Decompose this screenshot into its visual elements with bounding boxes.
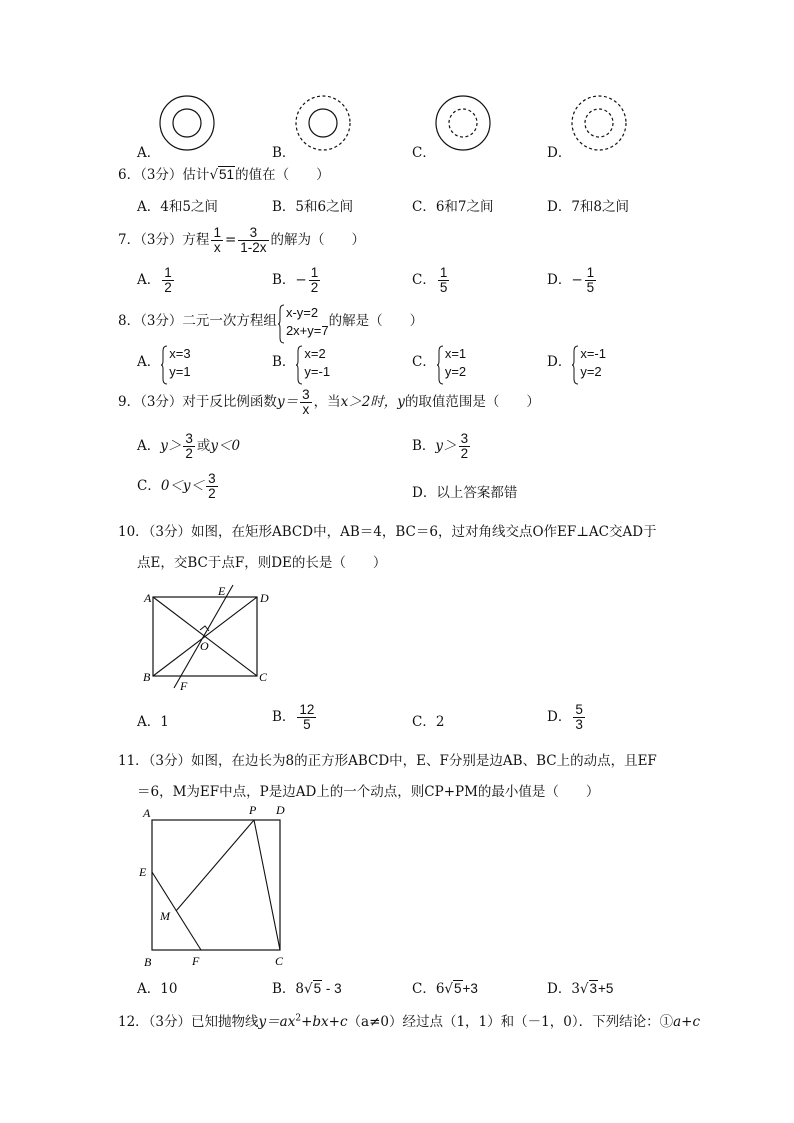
q10-option-a: A．1 [137, 714, 169, 730]
q12-stem: 12．（3分）已知抛物线$y=ax^2+bx+c(a\ne 0)$经过点（1，1）和（－1，0）．下列结论：①a+c [118, 1013, 700, 1030]
q5-option-d: D． [547, 145, 572, 161]
q7-option-d: D．− $\frac{1}{5}$ [547, 265, 595, 296]
q11-stem-line1: 11．（3分）如图，在边长为8的正方形ABCD中，E、F分别是边AB、BC上的动点，且EF [118, 753, 657, 769]
q11-label-e: E [139, 865, 147, 879]
q8-option-b: B． x=2 y=-1 [272, 345, 330, 380]
q11-label-a: A [143, 806, 151, 820]
q11-option-d: D．3√3+5 [547, 981, 614, 997]
q8-option-a: A． x=3 y=1 [137, 345, 191, 380]
q11-option-a: A．10 [137, 981, 178, 997]
q5-option-b: B． [272, 145, 296, 161]
q6-sqrt: √51 [209, 167, 235, 183]
q9-stem: 9．（3分）对于反比例函数y＝ $\frac{3}{x}$ ，当x＞2时，y的取值范围是（ ） [118, 387, 540, 418]
q5-figure-c [434, 95, 494, 155]
q7-stem [118, 226, 365, 255]
q11-option-b: B．8√5 - 3 [272, 981, 342, 997]
q10-label-e: E [218, 584, 226, 598]
q8-equation-system: x-y=2 2x+y=7 [277, 304, 329, 339]
q8-stem [118, 304, 423, 339]
q7-option-c: C． $\frac{1}{5}$ [412, 265, 448, 296]
q10-label-d: D [260, 591, 269, 605]
q10-label-c: C [259, 670, 268, 684]
q6-stem-post: 的值在（ ） [235, 167, 330, 183]
q8-stem-post: 的解是（ ） [328, 313, 424, 330]
q6-stem-pre: 6．（3分）估计 [118, 167, 210, 183]
q5-option-a: A． [137, 145, 161, 161]
q6-option-c: C．6和7之间 [412, 199, 494, 215]
q5-figure-d [569, 95, 629, 155]
q10-figure [136, 582, 276, 694]
q5-figure-b [294, 95, 354, 155]
q11-option-c: C．6√5+3 [412, 981, 478, 997]
q5-option-c: C． [412, 145, 436, 161]
q11-figure [136, 800, 296, 970]
q10-option-c: C．2 [412, 714, 445, 730]
q8-stem-pre: 8．（3分）二元一次方程组 [118, 313, 277, 330]
q11-label-p: P [249, 803, 257, 817]
q10-stem-line1: 10．（3分）如图，在矩形ABCD中，AB＝4，BC＝6，过对角线交点O作EF⊥AC交AD于 [118, 524, 657, 540]
q8-option-d: D． x=-1 y=2 [547, 345, 606, 380]
q11-label-d: D [276, 803, 285, 817]
q7-option-a: A． $\frac{1}{2}$ [137, 265, 172, 296]
q10-option-d: D． $\frac{5}{3}$ [547, 702, 583, 733]
q7-fraction-1: $\frac{1}{x}$ [213, 225, 221, 256]
q7-stem-pre: 7．（3分）方程 [118, 232, 210, 249]
q10-label-a: A [144, 591, 152, 605]
q9-option-d: D．以上答案都错 [412, 485, 518, 501]
q9-option-c: C．0＜y＜ $\frac{3}{2}$ [137, 471, 216, 502]
q6-option-b: B．5和6之间 [272, 199, 354, 215]
q9-option-a: A．y＞ $\frac{3}{2}$ 或y＜0 [137, 431, 241, 462]
q6-stem [118, 163, 330, 183]
q6-option-a: A．4和5之间 [137, 199, 218, 215]
q11-label-m: M [160, 909, 170, 923]
q8-option-c: C． x=1 y=2 [412, 345, 466, 380]
q10-label-o: O [200, 639, 209, 653]
q10-stem-line2: 点E，交BC于点F，则DE的长是（ ） [137, 555, 387, 571]
q10-label-b: B [143, 670, 151, 684]
q10-option-b: B． $\frac{12}{5}$ [272, 702, 315, 733]
q5-figure-a [159, 95, 219, 155]
q11-label-c: C [275, 954, 284, 968]
q7-equals: = [224, 232, 237, 249]
q11-label-f: F [192, 954, 200, 968]
q6-option-d: D．7和8之间 [547, 199, 630, 215]
q11-stem-line2: ＝6，M为EF中点，P是边AD上的一个动点，则CP+PM的最小值是（ ） [137, 784, 600, 800]
q11-label-b: B [144, 955, 152, 969]
q7-option-b: B．− $\frac{1}{2}$ [272, 265, 319, 296]
q6-radicand: 51 [219, 167, 235, 182]
q7-stem-post: 的解为（ ） [270, 232, 366, 249]
q10-label-f: F [180, 679, 188, 693]
q9-option-b: B．y＞ $\frac{3}{2}$ [412, 431, 469, 462]
q7-fraction-2: $\frac{3}{1-2x}$ [240, 225, 267, 256]
